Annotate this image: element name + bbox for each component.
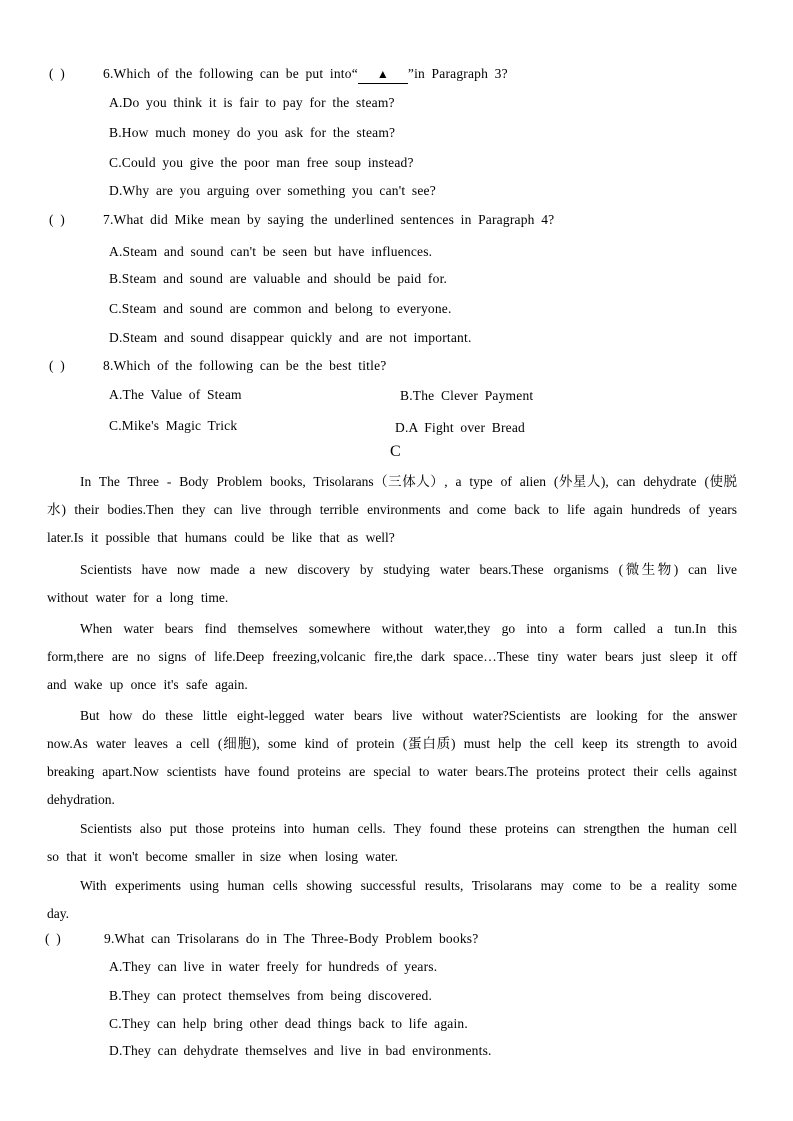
answer-paren: ( ) (49, 358, 65, 373)
passage-paragraph-4 (47, 702, 737, 814)
passage-paragraph-2 (47, 556, 737, 612)
paragraph-text: In The Three - Body Problem books, Trisolarans（三体人）, a type of alien (外星人), can dehydrate (使脱水) their bodies.Then they can live through terrible environments and come back to life again hundreds of years later.Is it possible that humans could be like that as well? (47, 474, 737, 545)
question-9-stem (45, 930, 478, 948)
q6-option-c: C.Could you give the poor man free soup instead? (109, 155, 414, 170)
question-text: 8.Which of the following can be the best title? (103, 358, 387, 373)
passage-paragraph-6 (47, 872, 737, 928)
section-heading: C (390, 443, 401, 460)
q6-option-b: B.How much money do you ask for the steam? (109, 125, 396, 140)
q7-option-a: A.Steam and sound can't be seen but have influences. (109, 244, 433, 259)
answer-paren: ( ) (45, 931, 61, 946)
question-7-stem (49, 211, 554, 229)
passage-paragraph-5 (47, 815, 737, 871)
q6-option-a: A.Do you think it is fair to pay for the steam? (109, 95, 395, 110)
question-text: 7.What did Mike mean by saying the underlined sentences in Paragraph 4? (103, 212, 555, 227)
answer-paren: ( ) (49, 66, 65, 81)
q9-option-c: C.They can help bring other dead things back to life again. (109, 1016, 468, 1031)
question-text-end: ”in Paragraph 3? (407, 66, 508, 81)
paragraph-text: When water bears find themselves somewhere without water,they go into a form called a tun.In this form,there are no signs of life.Deep freezing,volcanic fire,the dark space…These tiny water bears just sleep it off and wake up once it's safe again. (47, 621, 737, 692)
blank-triangle: ▲ (358, 65, 408, 84)
q8-option-c: C.Mike's Magic Trick (109, 418, 238, 433)
q8-option-a: A.The Value of Steam (109, 387, 242, 402)
passage-paragraph-1 (47, 468, 737, 552)
q9-option-a: A.They can live in water freely for hundreds of years. (109, 959, 438, 974)
paragraph-text: Scientists have now made a new discovery by studying water bears.These organisms (微生物) can live without water for a long time. (47, 562, 737, 605)
q9-option-d: D.They can dehydrate themselves and live in bad environments. (109, 1043, 492, 1058)
paragraph-text: Scientists also put those proteins into human cells. They found these proteins can strengthen the human cell so that it won't become smaller in size when losing water. (47, 821, 737, 864)
question-8-stem (49, 357, 386, 375)
answer-paren: ( ) (49, 212, 65, 227)
question-text: 6.Which of the following can be put into“ (103, 66, 358, 81)
question-6-stem (49, 65, 508, 84)
paragraph-text: But how do these little eight-legged water bears live without water?Scientists are looking for the answer now.As water leaves a cell (细胞), some kind of protein (蛋白质) must help the cell keep its strength to avoid breaking apart.Now scientists have found proteins are special to water bears.The proteins protect their cells against dehydration. (47, 708, 737, 807)
q7-option-d: D.Steam and sound disappear quickly and are not important. (109, 330, 472, 345)
q8-option-b: B.The Clever Payment (400, 388, 534, 403)
q6-option-d: D.Why are you arguing over something you can't see? (109, 183, 436, 198)
q7-option-c: C.Steam and sound are common and belong to everyone. (109, 301, 452, 316)
passage-paragraph-3 (47, 615, 737, 699)
paragraph-text: With experiments using human cells showing successful results, Trisolarans may come to be a reality some day. (47, 878, 737, 921)
question-text: 9.What can Trisolarans do in The Three-Body Problem books? (104, 931, 479, 946)
q7-option-b: B.Steam and sound are valuable and should be paid for. (109, 271, 448, 286)
q9-option-b: B.They can protect themselves from being discovered. (109, 988, 433, 1003)
q8-option-d: D.A Fight over Bread (395, 420, 525, 435)
